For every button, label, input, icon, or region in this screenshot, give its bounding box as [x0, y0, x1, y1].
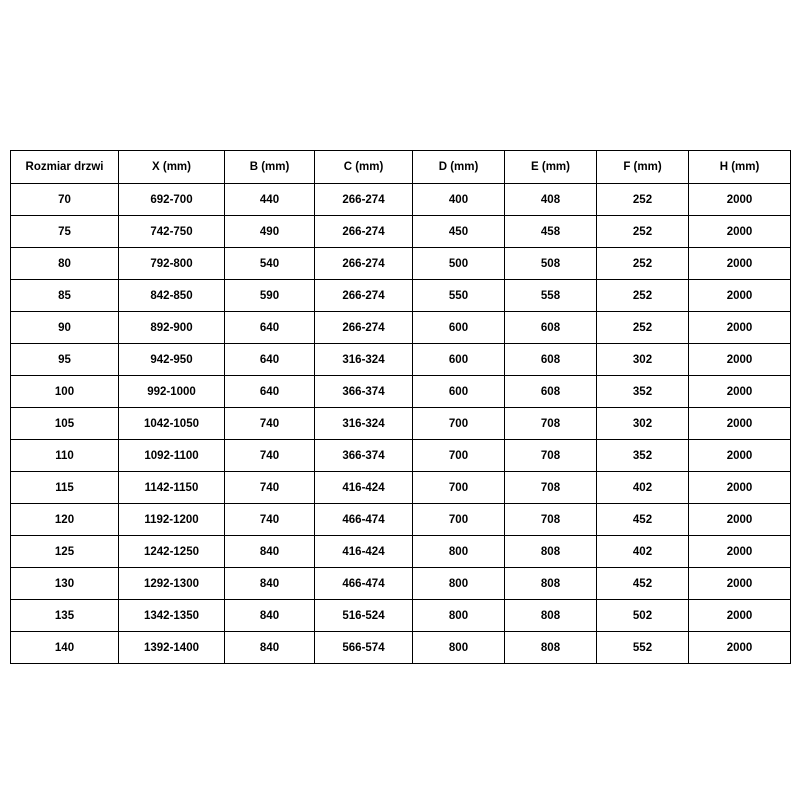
cell-c: 266-274 [315, 280, 413, 312]
cell-x: 1142-1150 [119, 472, 225, 504]
cell-f: 302 [597, 408, 689, 440]
cell-h: 2000 [689, 280, 791, 312]
cell-d: 450 [413, 216, 505, 248]
cell-b: 640 [225, 312, 315, 344]
cell-d: 800 [413, 568, 505, 600]
cell-h: 2000 [689, 600, 791, 632]
cell-d: 700 [413, 472, 505, 504]
cell-h: 2000 [689, 568, 791, 600]
cell-h: 2000 [689, 632, 791, 664]
cell-e: 808 [505, 568, 597, 600]
cell-d: 400 [413, 184, 505, 216]
cell-f: 252 [597, 216, 689, 248]
column-header-e: E (mm) [505, 151, 597, 184]
cell-x: 1242-1250 [119, 536, 225, 568]
table-row [11, 568, 791, 600]
cell-e: 708 [505, 472, 597, 504]
cell-f: 252 [597, 312, 689, 344]
cell-c: 466-474 [315, 504, 413, 536]
table-body [11, 184, 791, 664]
cell-d: 600 [413, 376, 505, 408]
cell-d: 800 [413, 536, 505, 568]
cell-c: 266-274 [315, 248, 413, 280]
table-row [11, 376, 791, 408]
cell-x: 942-950 [119, 344, 225, 376]
cell-size: 115 [11, 472, 119, 504]
column-header-b: B (mm) [225, 151, 315, 184]
cell-x: 1042-1050 [119, 408, 225, 440]
table-row [11, 600, 791, 632]
cell-c: 466-474 [315, 568, 413, 600]
cell-d: 800 [413, 632, 505, 664]
cell-c: 566-574 [315, 632, 413, 664]
cell-c: 366-374 [315, 376, 413, 408]
cell-e: 808 [505, 632, 597, 664]
cell-x: 1342-1350 [119, 600, 225, 632]
cell-b: 740 [225, 504, 315, 536]
cell-e: 508 [505, 248, 597, 280]
column-header-x: X (mm) [119, 151, 225, 184]
cell-f: 252 [597, 248, 689, 280]
cell-size: 95 [11, 344, 119, 376]
cell-x: 1092-1100 [119, 440, 225, 472]
cell-b: 740 [225, 408, 315, 440]
cell-x: 742-750 [119, 216, 225, 248]
table-row [11, 184, 791, 216]
cell-h: 2000 [689, 376, 791, 408]
cell-c: 316-324 [315, 408, 413, 440]
cell-b: 740 [225, 440, 315, 472]
table-row [11, 216, 791, 248]
cell-h: 2000 [689, 344, 791, 376]
column-header-c: C (mm) [315, 151, 413, 184]
cell-h: 2000 [689, 312, 791, 344]
cell-f: 552 [597, 632, 689, 664]
cell-c: 266-274 [315, 312, 413, 344]
cell-size: 90 [11, 312, 119, 344]
cell-f: 502 [597, 600, 689, 632]
cell-e: 808 [505, 600, 597, 632]
cell-size: 105 [11, 408, 119, 440]
cell-e: 608 [505, 312, 597, 344]
cell-f: 452 [597, 504, 689, 536]
cell-h: 2000 [689, 472, 791, 504]
cell-b: 740 [225, 472, 315, 504]
cell-size: 125 [11, 536, 119, 568]
table-row [11, 408, 791, 440]
cell-size: 120 [11, 504, 119, 536]
cell-e: 808 [505, 536, 597, 568]
cell-h: 2000 [689, 408, 791, 440]
cell-d: 700 [413, 408, 505, 440]
table-header [11, 151, 791, 184]
cell-f: 352 [597, 440, 689, 472]
cell-x: 992-1000 [119, 376, 225, 408]
cell-size: 135 [11, 600, 119, 632]
cell-size: 130 [11, 568, 119, 600]
cell-e: 558 [505, 280, 597, 312]
cell-e: 708 [505, 408, 597, 440]
cell-d: 600 [413, 312, 505, 344]
cell-h: 2000 [689, 504, 791, 536]
cell-b: 540 [225, 248, 315, 280]
cell-h: 2000 [689, 536, 791, 568]
column-header-f: F (mm) [597, 151, 689, 184]
cell-e: 708 [505, 440, 597, 472]
table-row [11, 248, 791, 280]
cell-size: 70 [11, 184, 119, 216]
cell-x: 792-800 [119, 248, 225, 280]
cell-d: 500 [413, 248, 505, 280]
cell-b: 640 [225, 344, 315, 376]
table-row [11, 632, 791, 664]
cell-e: 608 [505, 344, 597, 376]
cell-x: 1192-1200 [119, 504, 225, 536]
cell-f: 252 [597, 184, 689, 216]
cell-f: 252 [597, 280, 689, 312]
table-row [11, 472, 791, 504]
cell-e: 708 [505, 504, 597, 536]
column-header-size: Rozmiar drzwi [11, 151, 119, 184]
cell-e: 608 [505, 376, 597, 408]
cell-c: 266-274 [315, 184, 413, 216]
cell-b: 840 [225, 600, 315, 632]
cell-e: 458 [505, 216, 597, 248]
cell-h: 2000 [689, 184, 791, 216]
cell-size: 75 [11, 216, 119, 248]
cell-h: 2000 [689, 216, 791, 248]
cell-size: 110 [11, 440, 119, 472]
cell-size: 80 [11, 248, 119, 280]
table-row [11, 504, 791, 536]
cell-d: 700 [413, 440, 505, 472]
cell-d: 800 [413, 600, 505, 632]
column-header-h: H (mm) [689, 151, 791, 184]
cell-c: 416-424 [315, 536, 413, 568]
cell-b: 590 [225, 280, 315, 312]
cell-f: 402 [597, 536, 689, 568]
cell-d: 600 [413, 344, 505, 376]
cell-b: 490 [225, 216, 315, 248]
cell-size: 100 [11, 376, 119, 408]
cell-d: 700 [413, 504, 505, 536]
cell-b: 640 [225, 376, 315, 408]
cell-b: 840 [225, 632, 315, 664]
cell-x: 1392-1400 [119, 632, 225, 664]
cell-h: 2000 [689, 248, 791, 280]
cell-x: 1292-1300 [119, 568, 225, 600]
cell-f: 352 [597, 376, 689, 408]
cell-c: 366-374 [315, 440, 413, 472]
cell-b: 440 [225, 184, 315, 216]
table-header-row [11, 151, 791, 184]
table-row [11, 344, 791, 376]
table-row [11, 536, 791, 568]
cell-f: 452 [597, 568, 689, 600]
cell-f: 302 [597, 344, 689, 376]
column-header-d: D (mm) [413, 151, 505, 184]
table-row [11, 280, 791, 312]
cell-b: 840 [225, 568, 315, 600]
cell-c: 266-274 [315, 216, 413, 248]
cell-x: 892-900 [119, 312, 225, 344]
cell-x: 692-700 [119, 184, 225, 216]
cell-x: 842-850 [119, 280, 225, 312]
cell-b: 840 [225, 536, 315, 568]
cell-c: 516-524 [315, 600, 413, 632]
cell-c: 316-324 [315, 344, 413, 376]
cell-d: 550 [413, 280, 505, 312]
table-row [11, 440, 791, 472]
cell-h: 2000 [689, 440, 791, 472]
door-size-table [10, 150, 791, 664]
table-row [11, 312, 791, 344]
cell-size: 85 [11, 280, 119, 312]
cell-e: 408 [505, 184, 597, 216]
size-table-container [10, 150, 790, 664]
cell-f: 402 [597, 472, 689, 504]
cell-c: 416-424 [315, 472, 413, 504]
cell-size: 140 [11, 632, 119, 664]
